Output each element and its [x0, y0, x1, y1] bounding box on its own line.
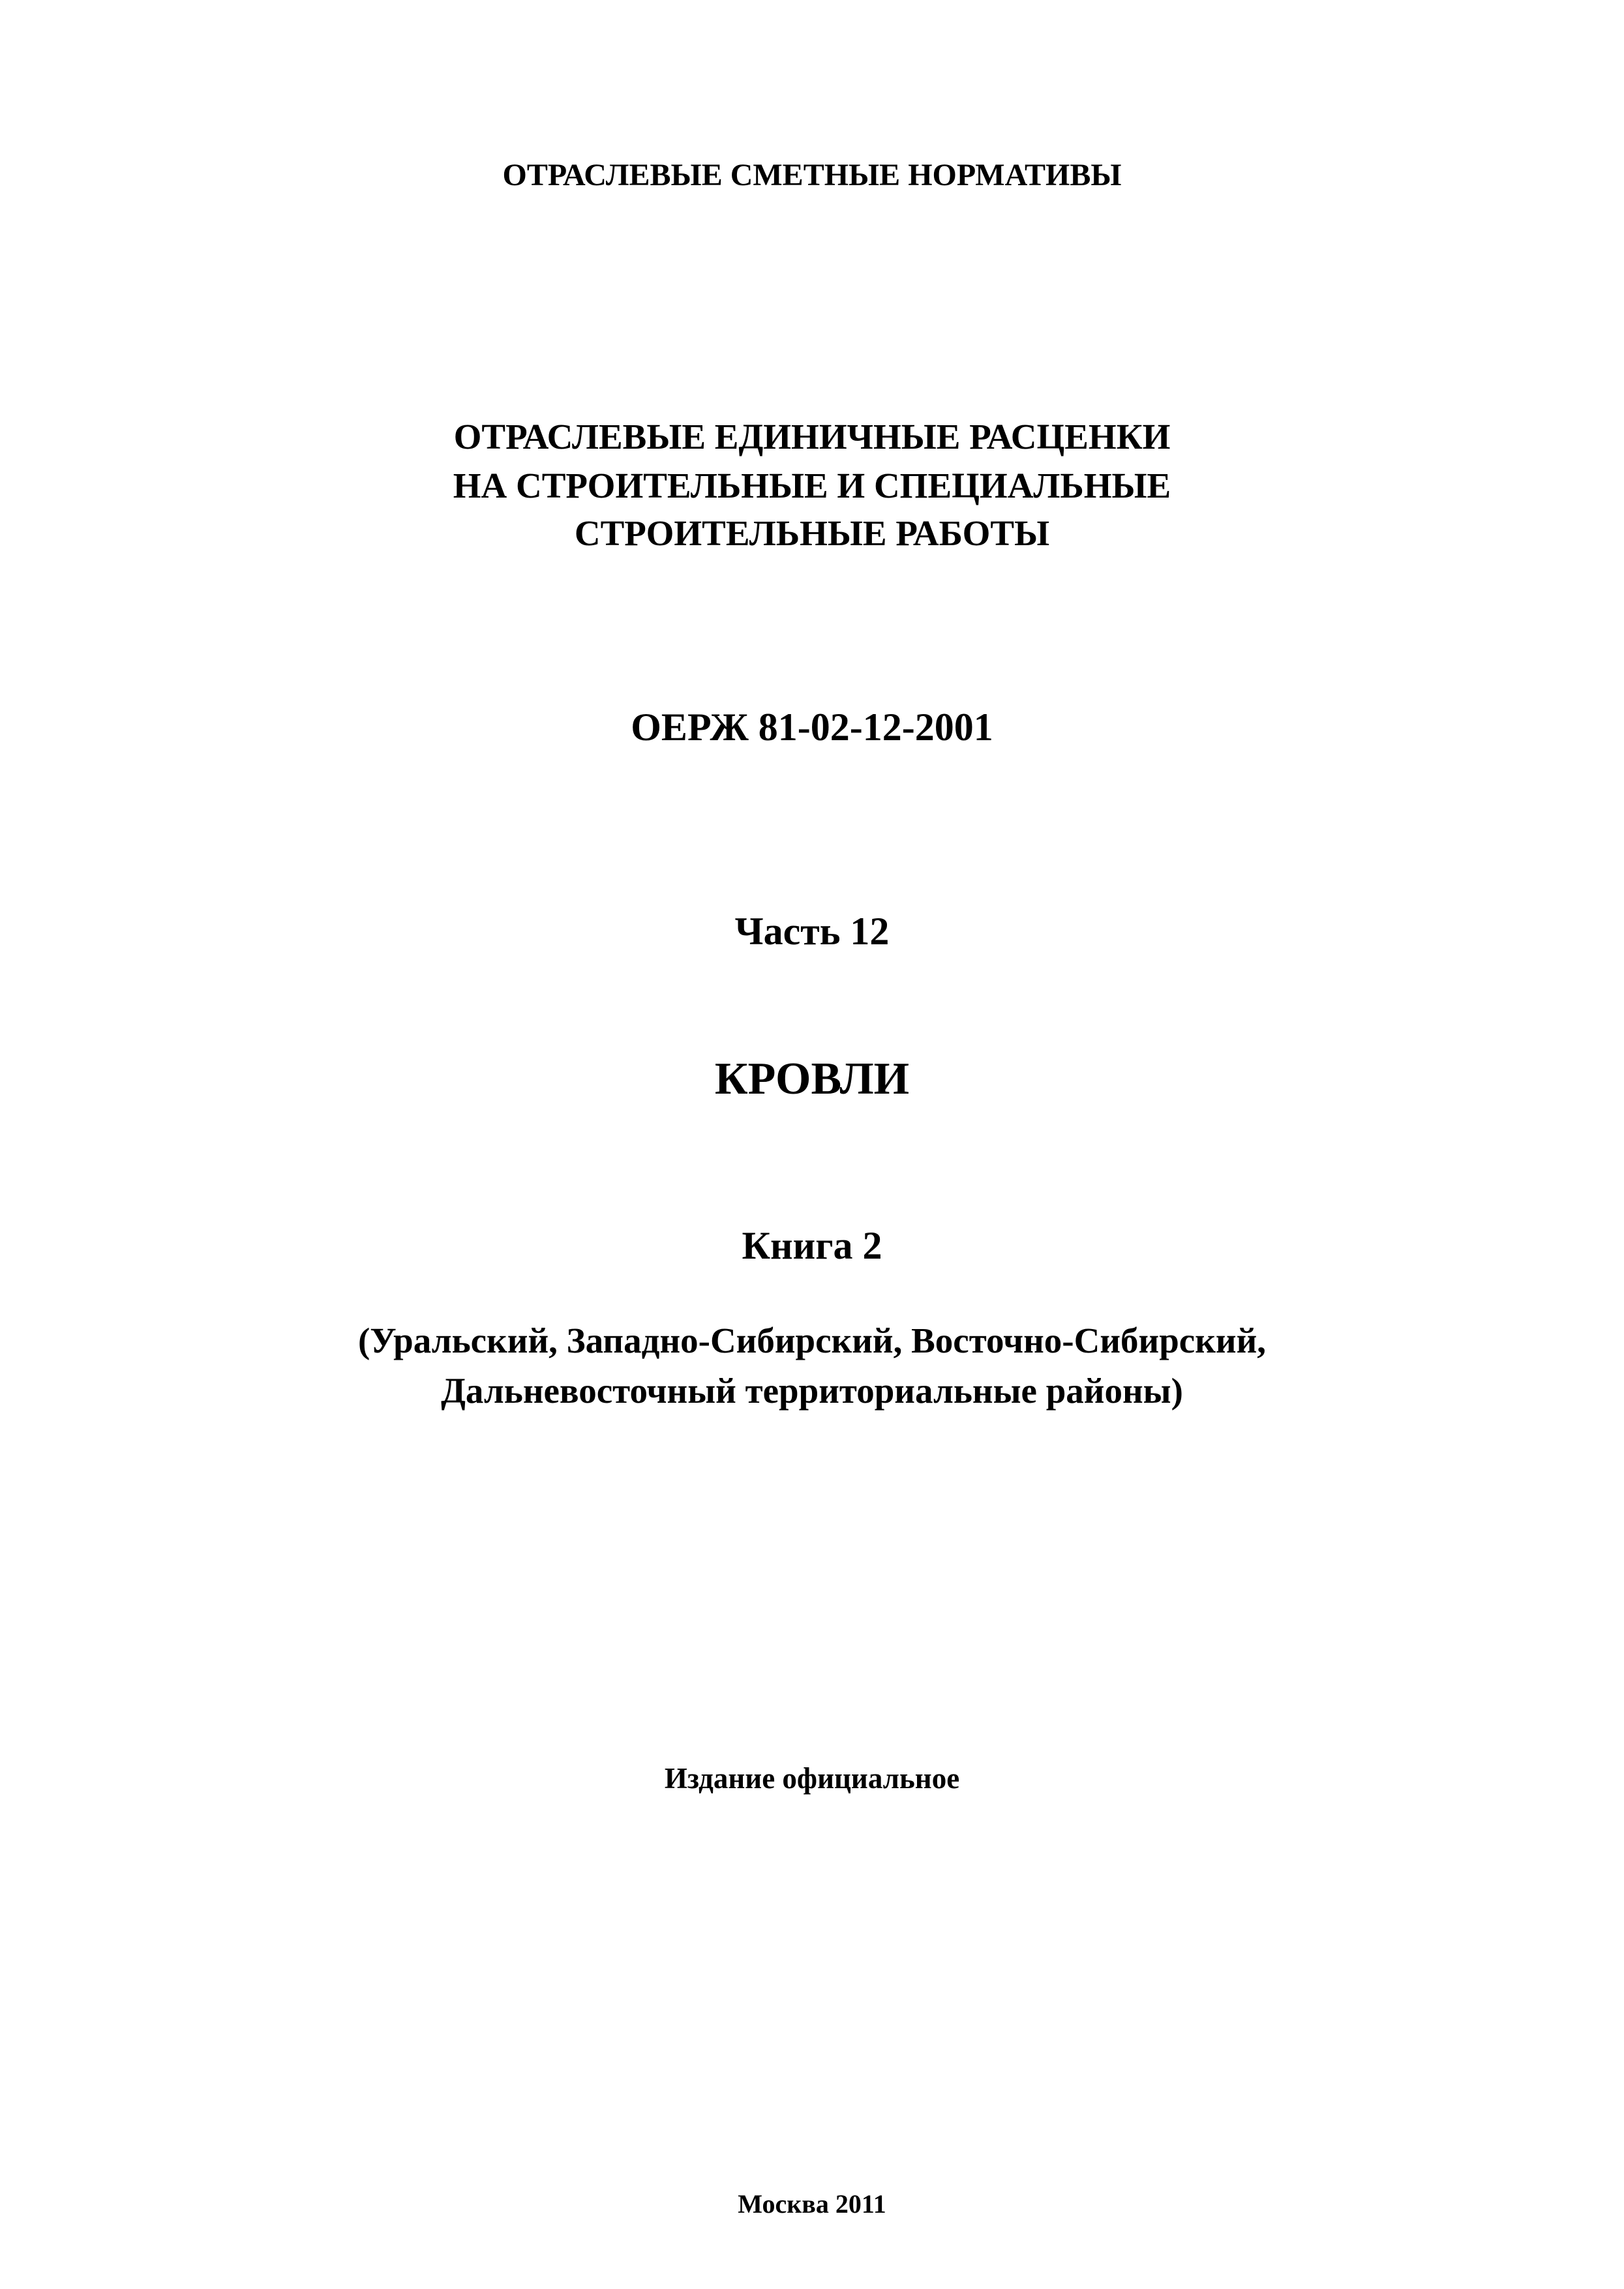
regions-line-2: Дальневосточный территориальные районы) — [441, 1371, 1183, 1411]
main-title-line-2: НА СТРОИТЕЛЬНЫЕ И СПЕЦИАЛЬНЫЕ — [453, 466, 1171, 505]
series-title: ОТРАСЛЕВЫЕ СМЕТНЫЕ НОРМАТИВЫ — [502, 158, 1122, 192]
edition-note: Издание официальное — [664, 1762, 960, 1795]
main-title-line-1: ОТРАСЛЕВЫЕ ЕДИНИЧНЫЕ РАСЦЕНКИ — [453, 417, 1171, 456]
imprint-place-year: Москва 2011 — [738, 2189, 886, 2219]
subject-title: КРОВЛИ — [714, 1054, 910, 1104]
regions-line-1: (Уральский, Западно-Сибирский, Восточно-Сибирский, — [357, 1321, 1267, 1360]
part-number: Часть 12 — [734, 910, 890, 953]
main-title-line-3: СТРОИТЕЛЬНЫЕ РАБОТЫ — [574, 513, 1050, 553]
document-code: ОЕРЖ 81-02-12-2001 — [631, 706, 993, 749]
book-number: Книга 2 — [742, 1224, 882, 1267]
